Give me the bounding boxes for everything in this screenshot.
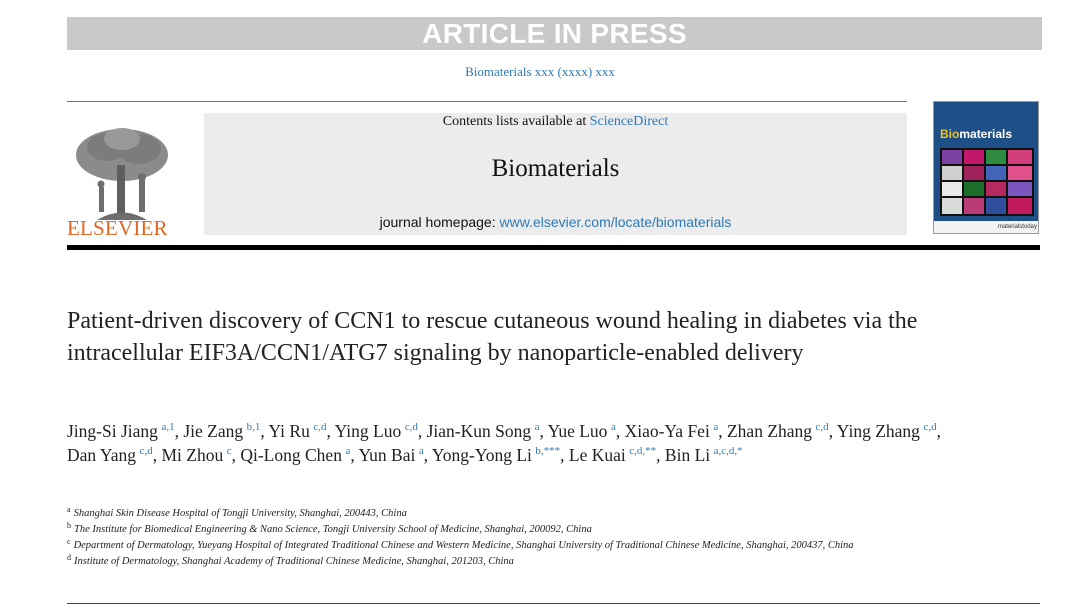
author-separator: ,: [656, 445, 665, 465]
author-separator: ,: [936, 421, 941, 441]
author-affiliation-marks[interactable]: c,d: [923, 421, 937, 434]
cover-title: Biomaterials: [940, 127, 1013, 141]
author-affiliation-marks[interactable]: b,1: [246, 421, 261, 434]
author[interactable]: [625, 421, 719, 441]
author-separator: ,: [350, 445, 359, 465]
homepage-prefix: journal homepage:: [379, 214, 500, 230]
author-name[interactable]: Yun Bai: [358, 445, 416, 465]
journal-title: Biomaterials: [491, 155, 620, 182]
author-name[interactable]: Jing-Si Jiang: [67, 421, 158, 441]
journal-homepage-line: [204, 214, 907, 230]
sciencedirect-link[interactable]: ScienceDirect: [589, 114, 669, 129]
author-affiliation-marks[interactable]: a: [345, 445, 351, 458]
affiliation-list: [67, 506, 937, 570]
cover-image-grid: [940, 148, 1034, 216]
journal-reference-link[interactable]: Biomaterials xxx (xxxx) xxx: [465, 64, 615, 79]
author-name[interactable]: Ying Zhang: [836, 421, 920, 441]
author-name[interactable]: Yi Ru: [268, 421, 310, 441]
author-affiliation-marks[interactable]: c: [226, 445, 232, 458]
author[interactable]: [183, 421, 260, 441]
affiliation-mark: b: [67, 520, 71, 530]
author-affiliation-marks[interactable]: a,1: [161, 421, 175, 434]
author[interactable]: [67, 421, 175, 441]
author-affiliation-marks[interactable]: c,d: [313, 421, 327, 434]
affiliation-divider: [67, 603, 1040, 604]
affiliation-item: [67, 538, 937, 554]
author-name[interactable]: Zhan Zhang: [726, 421, 813, 441]
author[interactable]: [427, 421, 540, 441]
author-separator: ,: [152, 445, 162, 465]
author-separator: ,: [231, 445, 241, 465]
cover-footer: materialstoday: [934, 221, 1039, 233]
author-separator: ,: [539, 421, 548, 441]
author-separator: ,: [560, 445, 569, 465]
author-separator: ,: [718, 421, 727, 441]
author-name[interactable]: Yong-Yong Li: [431, 445, 532, 465]
article-in-press-banner: ARTICLE IN PRESS: [67, 17, 1042, 50]
author-affiliation-marks[interactable]: c,d: [815, 421, 829, 434]
author[interactable]: [268, 421, 326, 441]
author-name[interactable]: Bin Li: [664, 445, 711, 465]
journal-header: [204, 113, 907, 235]
author-affiliation-marks[interactable]: a: [534, 421, 540, 434]
author[interactable]: [665, 445, 743, 465]
author-separator: ,: [615, 421, 625, 441]
author-separator: ,: [423, 445, 432, 465]
author-name[interactable]: Ying Luo: [334, 421, 402, 441]
author-affiliation-marks[interactable]: a,c,d,*: [713, 445, 743, 458]
author-affiliation-marks[interactable]: a: [418, 445, 424, 458]
article-title: Patient-driven discovery of CCN1 to rescue cutaneous wound healing in diabetes via the intracellular EIF3A/CCN1/ATG7 signaling by nanoparticle-enabled delivery: [67, 308, 918, 366]
author-separator: ,: [326, 421, 335, 441]
author-name[interactable]: Xiao-Ya Fei: [624, 421, 710, 441]
affiliation-item: [67, 506, 937, 522]
author-affiliation-marks[interactable]: c,d: [139, 445, 153, 458]
header-divider: [67, 101, 907, 102]
author[interactable]: [67, 445, 153, 465]
author-list: [67, 419, 947, 467]
author-name[interactable]: Le Kuai: [568, 445, 626, 465]
author-affiliation-marks[interactable]: b,***: [535, 445, 561, 458]
author-affiliation-marks[interactable]: a: [610, 421, 616, 434]
author[interactable]: [335, 421, 418, 441]
author[interactable]: [837, 421, 937, 441]
affiliation-mark: d: [67, 552, 71, 562]
affiliation-text: Shanghai Skin Disease Hospital of Tongji University, Shanghai, 200443, China: [73, 508, 407, 519]
affiliation-item: [67, 554, 937, 570]
author-affiliation-marks[interactable]: a: [713, 421, 719, 434]
author-separator: ,: [417, 421, 427, 441]
affiliation-text: Institute of Dermatology, Shanghai Academy of Traditional Chinese Medicine, Shanghai, 201203, China: [74, 556, 514, 567]
elsevier-wordmark: ELSEVIER: [67, 216, 168, 240]
author-separator: ,: [260, 421, 269, 441]
affiliation-item: [67, 522, 937, 538]
author-name[interactable]: Qi-Long Chen: [240, 445, 342, 465]
author[interactable]: [240, 445, 350, 465]
homepage-link[interactable]: www.elsevier.com/locate/biomaterials: [499, 214, 732, 230]
affiliation-mark: a: [67, 504, 71, 514]
author-name[interactable]: Mi Zhou: [161, 445, 224, 465]
journal-cover-thumbnail[interactable]: [933, 101, 1039, 234]
author-name[interactable]: Yue Luo: [547, 421, 608, 441]
author-name[interactable]: Jian-Kun Song: [426, 421, 532, 441]
author-affiliation-marks[interactable]: c,d: [404, 421, 418, 434]
author-separator: ,: [174, 421, 184, 441]
author[interactable]: [727, 421, 829, 441]
contents-line: [204, 113, 907, 131]
author[interactable]: [161, 445, 231, 465]
affiliation-mark: c: [67, 536, 71, 546]
affiliation-text: Department of Dermatology, Yueyang Hospital of Integrated Traditional Chinese and Western Medicine, Shanghai University of Traditional Chinese Medicine, Shanghai, 200437, China: [73, 540, 854, 551]
author[interactable]: [569, 445, 656, 465]
contents-prefix: Contents lists available at: [442, 114, 590, 129]
header-thick-rule: [67, 245, 1040, 250]
affiliation-text: The Institute for Biomedical Engineering & Nano Science, Tongji University School of Medicine, Shanghai, 200092, China: [74, 524, 592, 535]
author-name[interactable]: Jie Zang: [183, 421, 244, 441]
author[interactable]: [432, 445, 560, 465]
author-name[interactable]: Dan Yang: [67, 445, 137, 465]
author[interactable]: [548, 421, 616, 441]
author-separator: ,: [828, 421, 837, 441]
author-affiliation-marks[interactable]: c,d,**: [629, 445, 657, 458]
author[interactable]: [358, 445, 423, 465]
